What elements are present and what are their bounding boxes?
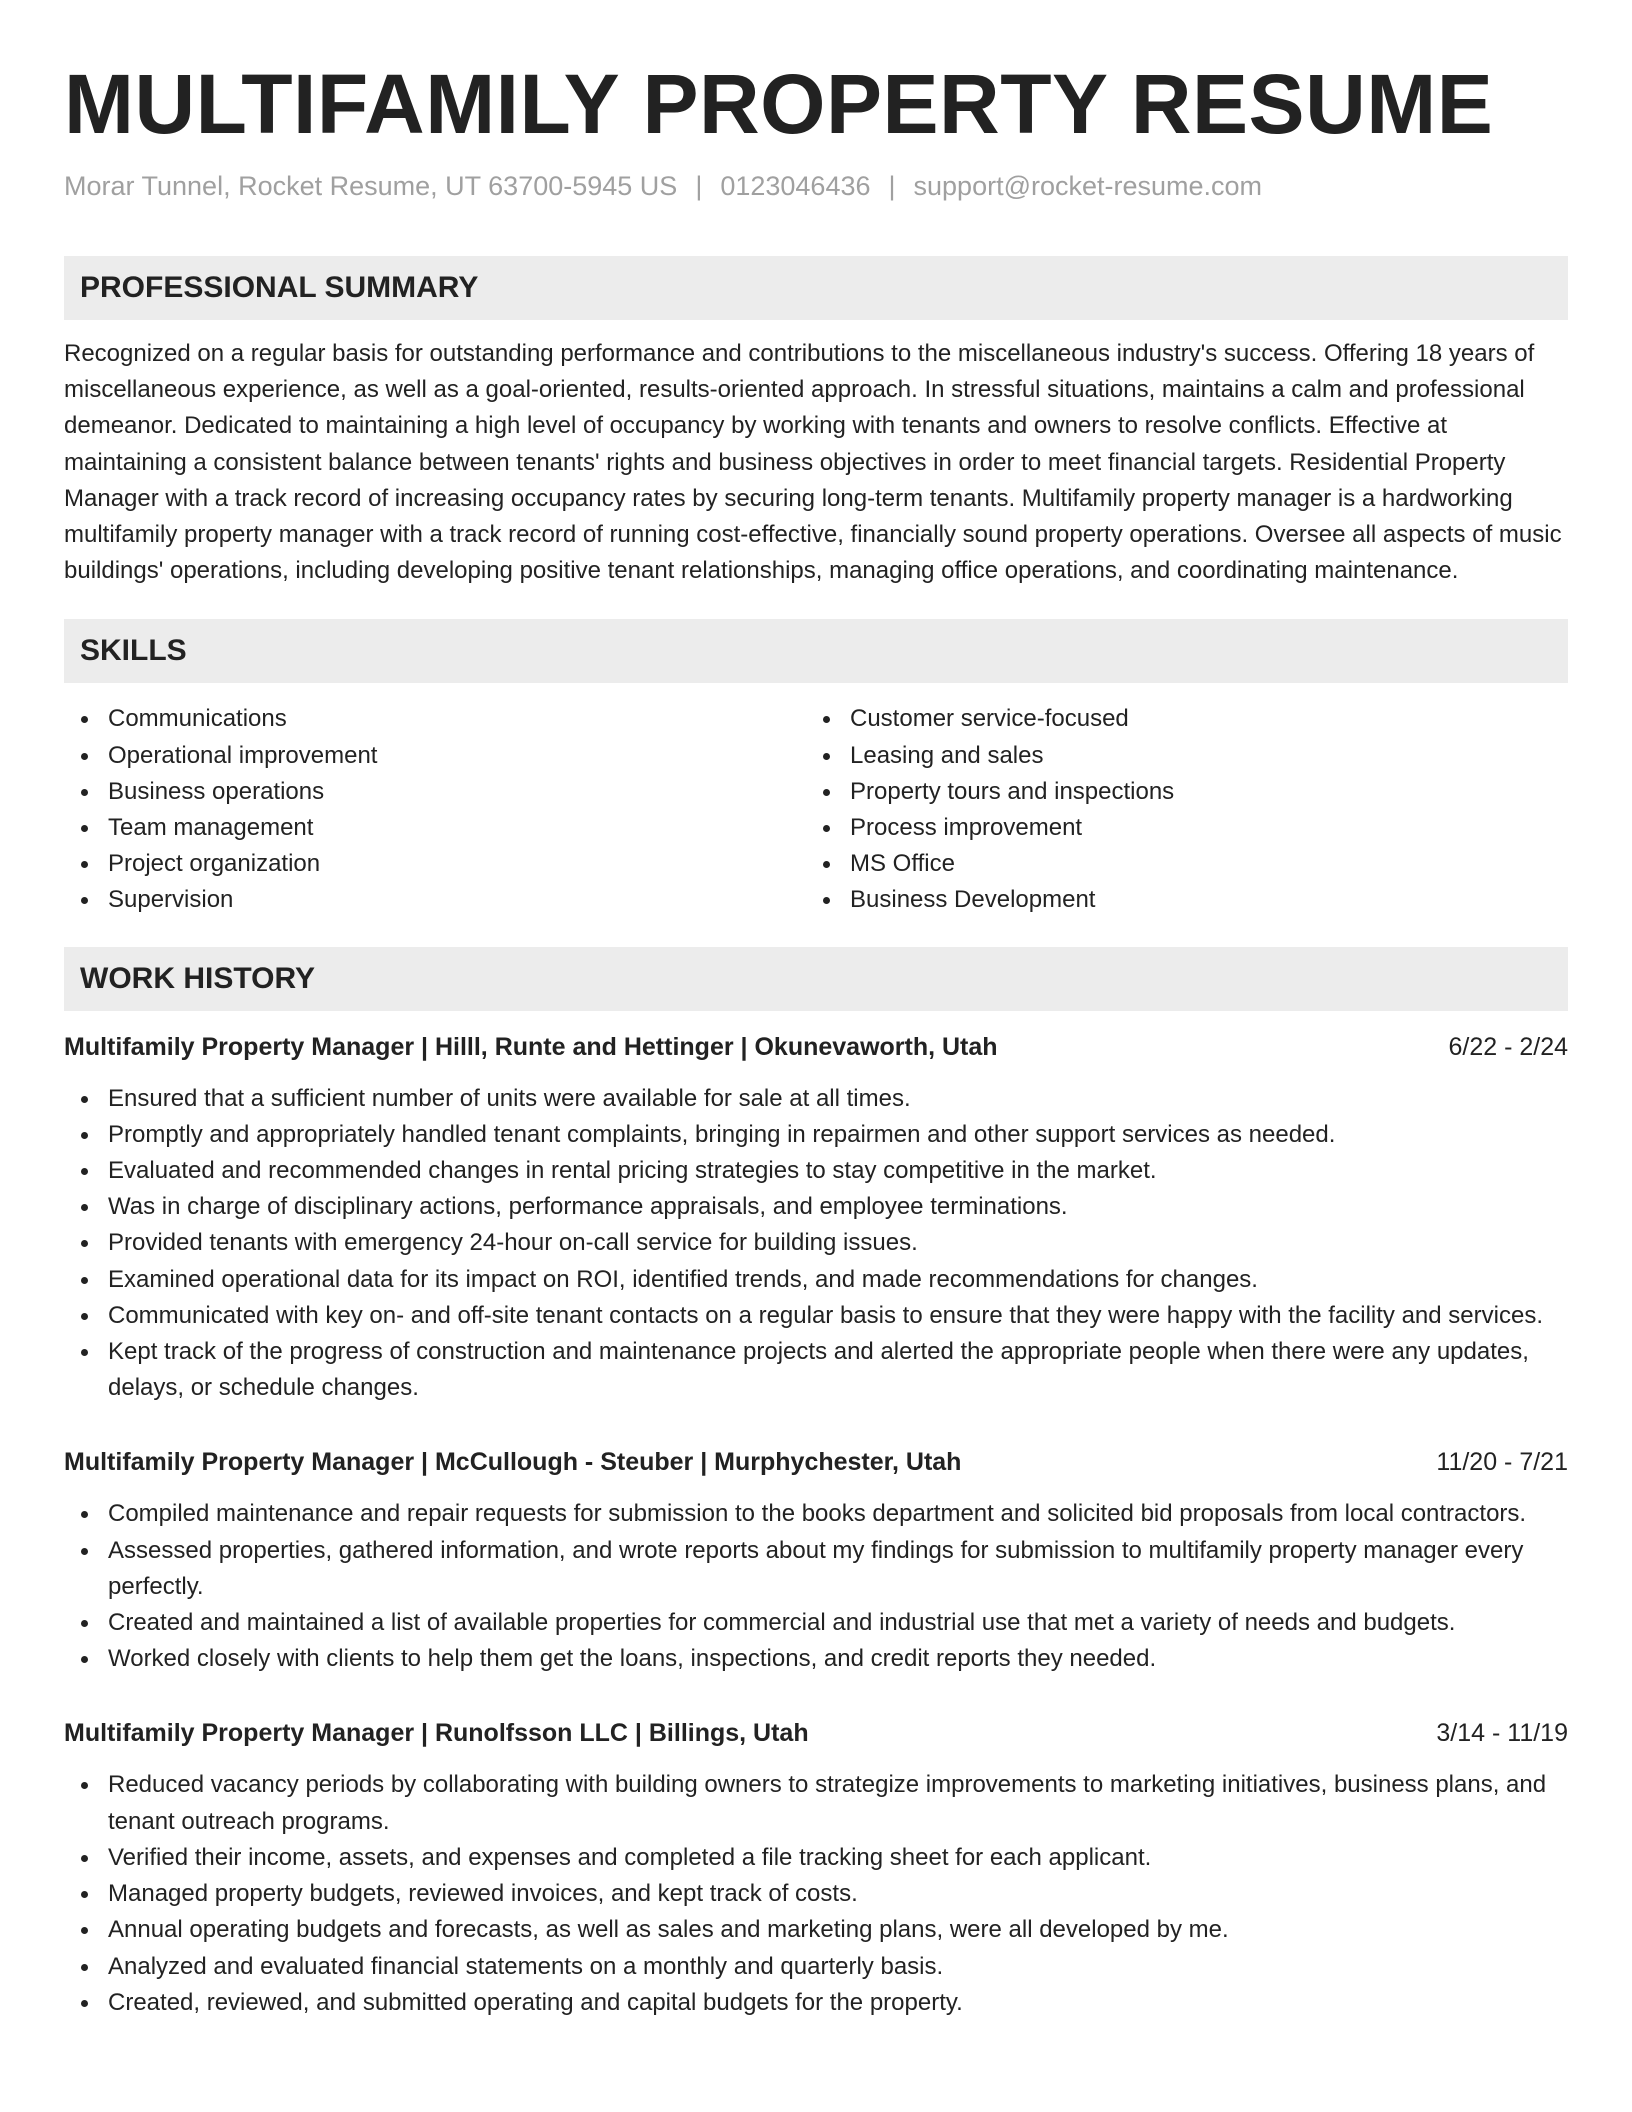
job-entry bbox=[64, 1444, 1568, 1677]
job-bullet: Assessed properties, gathered information, and wrote reports about my findings for submission to multifamily property manager every perfectly. bbox=[64, 1533, 1568, 1605]
skill-item: Project organization bbox=[64, 846, 806, 882]
job-bullet: Compiled maintenance and repair requests for submission to the books department and solicited bid proposals from local contractors. bbox=[64, 1496, 1568, 1532]
job-dates: 11/20 - 7/21 bbox=[1436, 1448, 1568, 1477]
job-bullet: Was in charge of disciplinary actions, performance appraisals, and employee terminations. bbox=[64, 1189, 1568, 1225]
contact-address: Morar Tunnel, Rocket Resume, UT 63700-5945 US bbox=[64, 171, 678, 201]
job-bullet: Worked closely with clients to help them get the loans, inspections, and credit reports they needed. bbox=[64, 1641, 1568, 1677]
job-bullet: Examined operational data for its impact on ROI, identified trends, and made recommendations for changes. bbox=[64, 1262, 1568, 1298]
job-bullet: Reduced vacancy periods by collaborating with building owners to strategize improvements to marketing initiatives, business plans, and tenant outreach programs. bbox=[64, 1767, 1568, 1839]
job-bullet: Verified their income, assets, and expenses and completed a file tracking sheet for each applicant. bbox=[64, 1840, 1568, 1876]
contact-email: support@rocket-resume.com bbox=[913, 171, 1263, 201]
job-header bbox=[64, 1029, 1568, 1065]
job-title: Multifamily Property Manager | Runolfsson LLC | Billings, Utah bbox=[64, 1719, 809, 1748]
job-bullet: Annual operating budgets and forecasts, as well as sales and marketing plans, were all developed by me. bbox=[64, 1912, 1568, 1948]
job-entry bbox=[64, 1029, 1568, 1407]
job-bullet: Managed property budgets, reviewed invoices, and kept track of costs. bbox=[64, 1876, 1568, 1912]
skill-item: MS Office bbox=[806, 846, 1548, 882]
job-header bbox=[64, 1444, 1568, 1480]
job-bullet-list bbox=[64, 1496, 1568, 1677]
job-bullet: Kept track of the progress of construction and maintenance projects and alerted the appropriate people when there were any updates, delays, or schedule changes. bbox=[64, 1334, 1568, 1406]
skill-item: Business Development bbox=[806, 882, 1548, 918]
job-bullet: Created, reviewed, and submitted operating and capital budgets for the property. bbox=[64, 1985, 1568, 2021]
job-bullet: Provided tenants with emergency 24-hour on-call service for building issues. bbox=[64, 1225, 1568, 1261]
skill-item: Business operations bbox=[64, 774, 806, 810]
job-dates: 6/22 - 2/24 bbox=[1448, 1032, 1568, 1061]
job-title: Multifamily Property Manager | Hilll, Runte and Hettinger | Okunevaworth, Utah bbox=[64, 1032, 998, 1061]
contact-line bbox=[64, 168, 1568, 204]
section-heading-skills: SKILLS bbox=[64, 619, 1568, 683]
summary-paragraph: Recognized on a regular basis for outstanding performance and contributions to the miscellaneous industry's success. Offering 18 years of miscellaneous experience, as well as a goal-oriented, results-oriented approach. In stressful situations, maintains a calm and professional demeanor. Dedicated to maintaining a high level of occupancy by working with tenants and owners to resolve conflicts. Effective at maintaining a consistent balance between tenants' rights and business objectives in order to meet financial targets. Residential Property Manager with a track record of increasing occupancy rates by securing long-term tenants. Multifamily property manager is a hardworking multifamily property manager with a track record of running cost-effective, financially sound property operations. Oversee all aspects of music buildings' operations, including developing positive tenant relationships, managing office operations, and coordinating maintenance. bbox=[64, 340, 1562, 585]
resume-page bbox=[64, 0, 1568, 2021]
job-title: Multifamily Property Manager | McCullough - Steuber | Murphychester, Utah bbox=[64, 1448, 962, 1477]
resume-title: MULTIFAMILY PROPERTY RESUME bbox=[64, 57, 1494, 151]
skill-item: Communications bbox=[64, 701, 806, 737]
contact-separator: | bbox=[695, 171, 703, 201]
contact-separator: | bbox=[888, 171, 896, 201]
skill-item: Property tours and inspections bbox=[806, 774, 1548, 810]
skills-columns bbox=[64, 701, 1568, 918]
skill-item: Team management bbox=[64, 810, 806, 846]
job-header bbox=[64, 1715, 1568, 1751]
job-bullet-list bbox=[64, 1081, 1568, 1407]
skill-item: Leasing and sales bbox=[806, 738, 1548, 774]
job-bullet: Promptly and appropriately handled tenant complaints, bringing in repairmen and other support services as needed. bbox=[64, 1117, 1568, 1153]
job-bullet: Analyzed and evaluated financial statements on a monthly and quarterly basis. bbox=[64, 1949, 1568, 1985]
job-bullet: Evaluated and recommended changes in rental pricing strategies to stay competitive in the market. bbox=[64, 1153, 1568, 1189]
job-entry bbox=[64, 1715, 1568, 2020]
job-bullet-list bbox=[64, 1767, 1568, 2020]
job-dates: 3/14 - 11/19 bbox=[1436, 1719, 1568, 1748]
skills-list-left bbox=[64, 701, 806, 918]
job-bullet: Created and maintained a list of available properties for commercial and industrial use that met a variety of needs and budgets. bbox=[64, 1605, 1568, 1641]
skills-list-right bbox=[806, 701, 1548, 918]
section-heading-summary: PROFESSIONAL SUMMARY bbox=[64, 256, 1568, 320]
skill-item: Customer service-focused bbox=[806, 701, 1548, 737]
contact-phone: 0123046436 bbox=[720, 171, 871, 201]
section-heading-work-history: WORK HISTORY bbox=[64, 947, 1568, 1011]
job-bullet: Ensured that a sufficient number of units were available for sale at all times. bbox=[64, 1081, 1568, 1117]
skill-item: Operational improvement bbox=[64, 738, 806, 774]
skill-item: Process improvement bbox=[806, 810, 1548, 846]
skill-item: Supervision bbox=[64, 882, 806, 918]
job-bullet: Communicated with key on- and off-site tenant contacts on a regular basis to ensure that they were happy with the facility and services. bbox=[64, 1298, 1568, 1334]
